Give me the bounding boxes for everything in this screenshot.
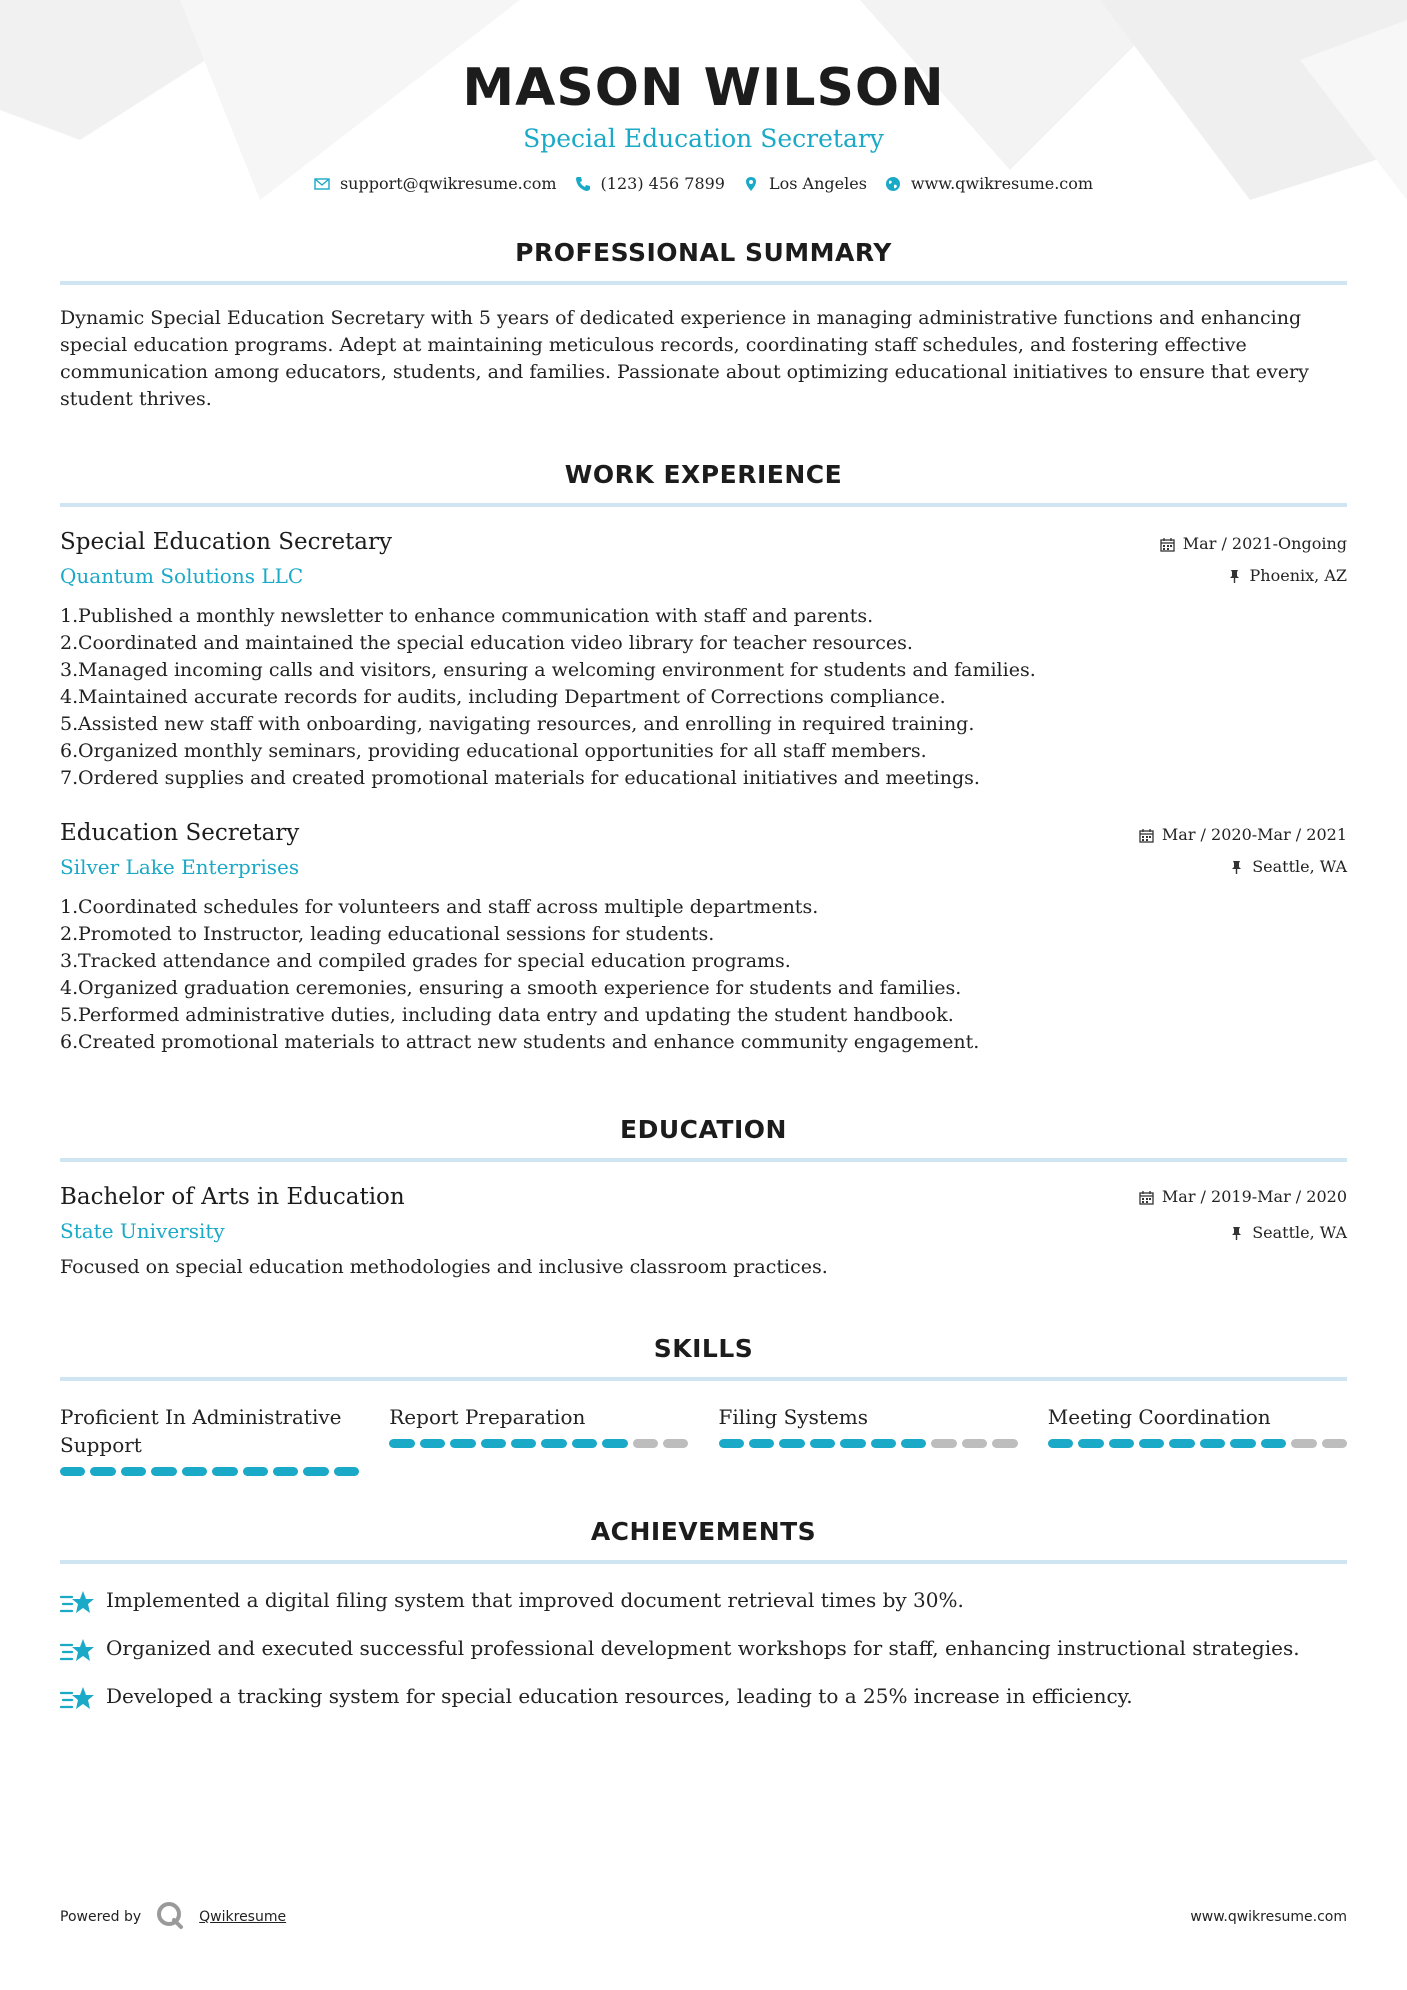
pushpin-icon	[1227, 569, 1242, 584]
candidate-name: MASON WILSON	[462, 58, 945, 118]
contact-bar	[60, 174, 1347, 193]
skill-item	[60, 1403, 359, 1476]
skill-level-segment	[633, 1439, 658, 1448]
skill-name: Report Preparation	[389, 1405, 586, 1429]
job-entry	[60, 818, 1347, 1056]
section-heading-experience: WORK EXPERIENCE	[564, 460, 843, 489]
skill-level-segment	[60, 1467, 85, 1476]
school-name: State University	[60, 1219, 225, 1243]
contact-website[interactable]	[885, 174, 1093, 193]
achievement-text: Organized and executed successful professional development workshops for staff, enhancing instructional strategies.	[106, 1636, 1300, 1660]
section-heading-skills: SKILLS	[653, 1334, 754, 1363]
skill-level-segment	[931, 1439, 956, 1448]
calendar-icon	[1139, 1190, 1154, 1205]
list-item: 5. Performed administrative duties, including data entry and updating the student handbook.	[60, 1004, 954, 1026]
skill-level-segment	[749, 1439, 774, 1448]
achievements-list	[60, 1586, 1347, 1714]
skill-level-segment	[511, 1439, 536, 1448]
job-bullets	[60, 894, 1347, 1056]
job-entry	[60, 527, 1347, 792]
job-location: Phoenix, AZ	[1249, 566, 1347, 585]
calendar-icon	[1139, 828, 1154, 843]
section-divider	[60, 1158, 1347, 1162]
candidate-title: Special Education Secretary	[523, 124, 884, 153]
skill-level-segment	[1230, 1439, 1255, 1448]
skill-level-segment	[90, 1467, 115, 1476]
skill-level-bar	[60, 1467, 359, 1476]
calendar-icon	[1160, 537, 1175, 552]
website-text: www.qwikresume.com	[910, 174, 1094, 193]
education-entry	[60, 1182, 1347, 1281]
section-divider	[60, 503, 1347, 507]
map-pin-icon	[743, 176, 759, 192]
job-location: Seattle, WA	[1252, 857, 1347, 876]
footer-website[interactable]: www.qwikresume.com	[1190, 1909, 1347, 1925]
education-dates: Mar / 2019-Mar / 2020	[1161, 1187, 1347, 1206]
skill-item	[719, 1403, 1018, 1476]
list-item: 6. Created promotional materials to attract new students and enhance community engagement.	[60, 1031, 980, 1053]
list-item: 3. Managed incoming calls and visitors, ensuring a welcoming environment for students and families.	[60, 659, 1036, 681]
skill-level-segment	[481, 1439, 506, 1448]
skill-name: Proficient In Administrative Support	[60, 1405, 342, 1457]
skill-level-segment	[334, 1467, 359, 1476]
job-title: Education Secretary	[60, 820, 300, 846]
skill-level-bar	[719, 1439, 1018, 1448]
page-footer	[60, 1900, 1347, 1934]
section-divider	[60, 281, 1347, 285]
contact-email[interactable]	[314, 174, 557, 193]
shooting-star-icon	[60, 1588, 96, 1618]
skill-level-segment	[420, 1439, 445, 1448]
skill-item	[1048, 1403, 1347, 1476]
section-heading-summary: PROFESSIONAL SUMMARY	[515, 238, 892, 267]
achievement-item	[60, 1634, 1347, 1666]
skill-level-segment	[992, 1439, 1017, 1448]
skill-level-segment	[1200, 1439, 1225, 1448]
contact-phone[interactable]	[575, 174, 725, 193]
powered-by-label: Powered by	[60, 1909, 142, 1925]
list-item: 2. Coordinated and maintained the special education video library for teacher resources.	[60, 632, 913, 654]
skill-level-bar	[1048, 1439, 1347, 1448]
section-heading-achievements: ACHIEVEMENTS	[590, 1517, 817, 1546]
skill-level-segment	[663, 1439, 688, 1448]
phone-icon	[575, 176, 591, 192]
list-item: 5. Assisted new staff with onboarding, navigating resources, and enrolling in required training.	[60, 713, 975, 735]
achievement-item	[60, 1682, 1347, 1714]
skill-level-segment	[212, 1467, 237, 1476]
list-item: 6. Organized monthly seminars, providing educational opportunities for all staff members.	[60, 740, 927, 762]
job-dates: Mar / 2021-Ongoing	[1182, 534, 1347, 553]
envelope-icon	[314, 176, 330, 192]
skill-level-segment	[1048, 1439, 1073, 1448]
email-text: support@qwikresume.com	[339, 174, 557, 193]
skill-level-segment	[1139, 1439, 1164, 1448]
summary-section	[60, 237, 1347, 413]
skills-row	[60, 1403, 1347, 1476]
shooting-star-icon	[60, 1684, 96, 1714]
summary-text: Dynamic Special Education Secretary with 5 years of dedicated experience in managing administrative functions and enhancing special education programs. Adept at maintaining meticulous records, coordinating staff schedules, and fostering effective communication among educators, students, and families. Passionate about optimizing educational initiatives to ensure that every student thrives.	[60, 307, 1309, 410]
pushpin-icon	[1229, 1226, 1244, 1241]
education-section	[60, 1114, 1347, 1281]
skill-level-segment	[962, 1439, 987, 1448]
education-location: Seattle, WA	[1252, 1223, 1347, 1242]
skill-level-segment	[901, 1439, 926, 1448]
skill-name: Filing Systems	[718, 1405, 868, 1429]
company-name: Quantum Solutions LLC	[60, 564, 304, 588]
achievements-section	[60, 1516, 1347, 1714]
resume-header	[60, 0, 1347, 193]
skill-level-segment	[182, 1467, 207, 1476]
skill-level-segment	[541, 1439, 566, 1448]
skill-level-segment	[389, 1439, 414, 1448]
list-item: 2. Promoted to Instructor, leading educational sessions for students.	[60, 923, 715, 945]
section-divider	[60, 1377, 1347, 1381]
skill-level-segment	[303, 1467, 328, 1476]
skill-name: Meeting Coordination	[1047, 1405, 1271, 1429]
qwikresume-logo-icon	[155, 1900, 185, 1934]
pushpin-icon	[1229, 860, 1244, 875]
contact-location	[743, 174, 867, 193]
skill-level-segment	[719, 1439, 744, 1448]
skill-level-segment	[779, 1439, 804, 1448]
skill-level-segment	[602, 1439, 627, 1448]
skill-level-segment	[1291, 1439, 1316, 1448]
globe-icon	[885, 176, 901, 192]
list-item: 4. Maintained accurate records for audits, including Department of Corrections compliance.	[60, 686, 946, 708]
shooting-star-icon	[60, 1636, 96, 1666]
section-heading-education: EDUCATION	[620, 1115, 787, 1144]
skill-level-segment	[1322, 1439, 1347, 1448]
education-description: Focused on special education methodologies and inclusive classroom practices.	[60, 1256, 828, 1278]
qwikresume-link[interactable]: Qwikresume	[199, 1909, 287, 1925]
skill-level-segment	[871, 1439, 896, 1448]
skill-item	[389, 1403, 688, 1476]
list-item: 3. Tracked attendance and compiled grades for special education programs.	[60, 950, 791, 972]
skill-level-segment	[243, 1467, 268, 1476]
skill-level-segment	[450, 1439, 475, 1448]
job-title: Special Education Secretary	[60, 529, 392, 555]
skill-level-segment	[1078, 1439, 1103, 1448]
skill-level-segment	[1261, 1439, 1286, 1448]
skill-level-segment	[810, 1439, 835, 1448]
experience-section	[60, 459, 1347, 1056]
skill-level-segment	[572, 1439, 597, 1448]
job-bullets	[60, 603, 1347, 792]
list-item: 7. Ordered supplies and created promotional materials for educational initiatives and meetings.	[60, 767, 980, 789]
skill-level-segment	[840, 1439, 865, 1448]
skill-level-segment	[273, 1467, 298, 1476]
achievement-text: Developed a tracking system for special education resources, leading to a 25% increase in efficiency.	[106, 1684, 1133, 1708]
job-dates: Mar / 2020-Mar / 2021	[1161, 825, 1347, 844]
skill-level-segment	[151, 1467, 176, 1476]
list-item: 1. Coordinated schedules for volunteers and staff across multiple departments.	[60, 896, 819, 918]
list-item: 4. Organized graduation ceremonies, ensuring a smooth experience for students and families.	[60, 977, 962, 999]
phone-text: (123) 456 7899	[600, 174, 725, 193]
skill-level-segment	[1109, 1439, 1134, 1448]
company-name: Silver Lake Enterprises	[60, 855, 300, 879]
skill-level-segment	[1169, 1439, 1194, 1448]
location-text: Los Angeles	[768, 174, 867, 193]
section-divider	[60, 1560, 1347, 1564]
skill-level-bar	[389, 1439, 688, 1448]
skill-level-segment	[121, 1467, 146, 1476]
achievement-item	[60, 1586, 1347, 1618]
achievement-text: Implemented a digital filing system that improved document retrieval times by 30%.	[106, 1588, 964, 1612]
skills-section	[60, 1333, 1347, 1476]
list-item: 1. Published a monthly newsletter to enhance communication with staff and parents.	[60, 605, 874, 627]
degree-title: Bachelor of Arts in Education	[60, 1184, 405, 1210]
